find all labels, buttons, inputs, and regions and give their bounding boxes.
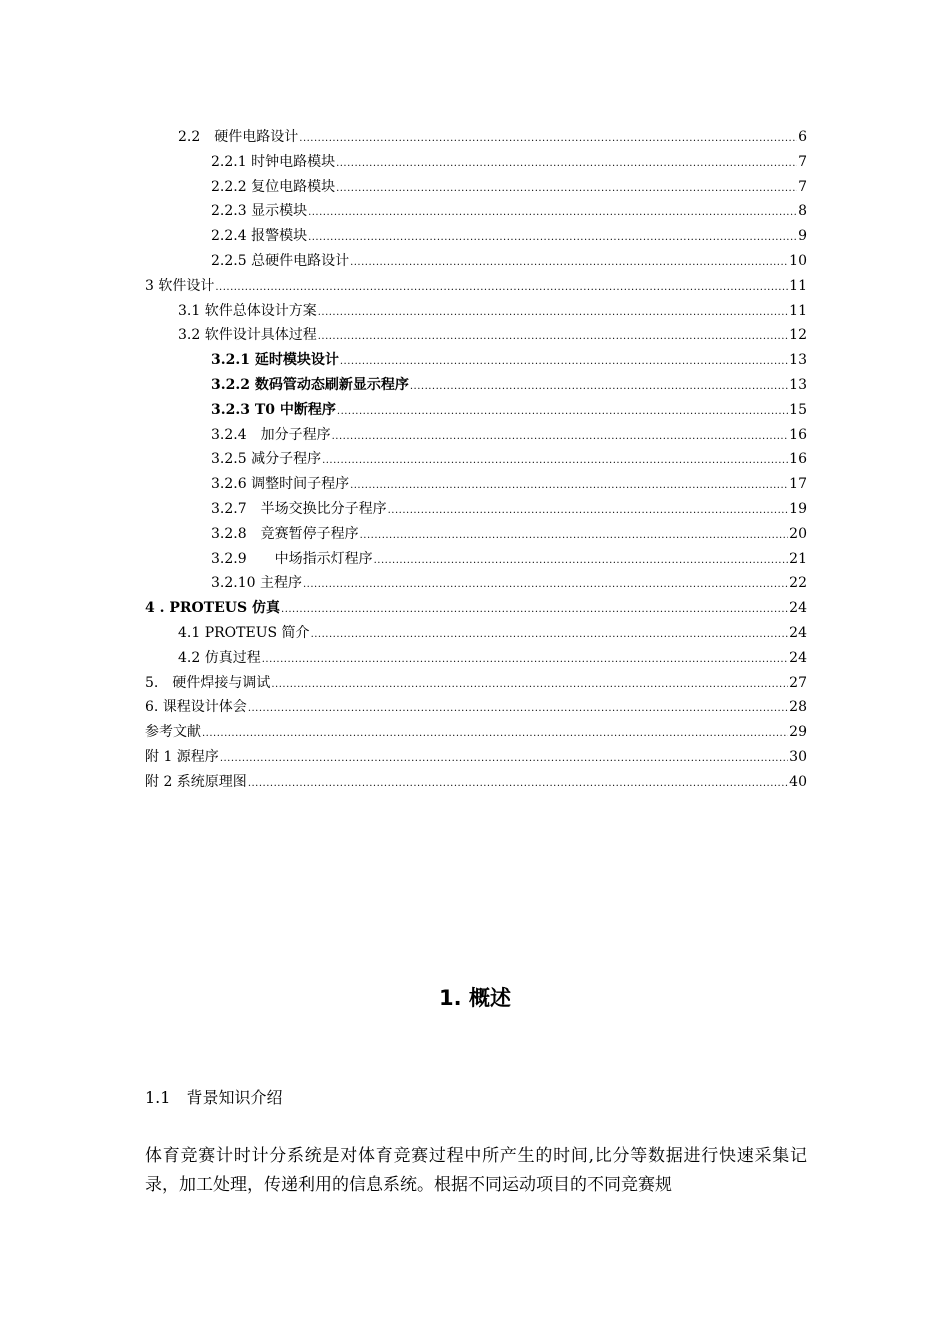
toc-entry[interactable]: [145, 398, 807, 423]
toc-entry-title: 2.2.5 总硬件电路设计: [211, 252, 350, 269]
toc-dot-leader: [262, 648, 788, 673]
toc-entry-page: 6: [798, 129, 807, 145]
toc-entry-title: 2.2.4 报警模块: [211, 228, 308, 245]
toc-entry-page: 19: [789, 500, 807, 517]
toc-dot-leader: [303, 573, 788, 598]
toc-entry-page: 12: [789, 327, 807, 344]
toc-entry-title: 3.1 软件总体设计方案: [178, 302, 317, 319]
toc-entry[interactable]: [145, 125, 807, 150]
toc-entry-title: 4.1 PROTEUS 简介: [178, 624, 310, 641]
toc-entry[interactable]: [145, 224, 807, 249]
toc-dot-leader: [388, 499, 789, 524]
toc-entry-title: 3.2.5 减分子程序: [211, 451, 322, 468]
toc-entry-page: 27: [789, 674, 807, 691]
toc-entry[interactable]: [145, 770, 807, 795]
toc-dot-leader: [410, 375, 788, 400]
toc-entry-title: 附 2 系统原理图: [145, 773, 247, 790]
toc-entry-title: 3.2.1 延时模块设计: [211, 352, 339, 369]
chapter-title: 1. 概述: [439, 986, 511, 1010]
toc-dot-leader: [215, 276, 788, 301]
toc-entry[interactable]: [145, 547, 807, 572]
toc-entry-page: 40: [789, 773, 807, 790]
toc-entry-title: 3 软件设计: [145, 277, 215, 294]
toc-entry-page: 7: [798, 178, 807, 195]
toc-dot-leader: [332, 425, 789, 450]
table-of-contents: [145, 125, 807, 795]
toc-entry-page: 13: [789, 376, 807, 393]
toc-entry[interactable]: [145, 621, 807, 646]
section-heading: 1.1 背景知识介绍: [145, 1088, 283, 1107]
toc-entry-page: 16: [789, 426, 807, 443]
toc-entry[interactable]: [145, 571, 807, 596]
toc-entry[interactable]: [145, 299, 807, 324]
toc-entry[interactable]: [145, 447, 807, 472]
toc-entry-page: 15: [789, 401, 807, 418]
toc-entry[interactable]: [145, 249, 807, 274]
toc-entry-title: 3.2.3 T0 中断程序: [211, 401, 336, 418]
toc-dot-leader: [337, 400, 788, 425]
toc-entry[interactable]: [145, 175, 807, 200]
toc-entry[interactable]: [145, 423, 807, 448]
toc-entry-page: 13: [789, 352, 807, 369]
toc-entry[interactable]: [145, 373, 807, 398]
toc-entry[interactable]: [145, 323, 807, 348]
toc-entry-title: 2.2.3 显示模块: [211, 203, 308, 220]
toc-entry-page: 11: [789, 302, 807, 319]
toc-entry-page: 21: [789, 550, 807, 567]
toc-entry-title: 附 1 源程序: [145, 748, 219, 765]
toc-entry-title: 3.2.6 调整时间子程序: [211, 476, 350, 493]
toc-dot-leader: [318, 325, 788, 350]
toc-entry-title: 6. 课程设计体会: [145, 699, 247, 716]
toc-entry-title: 2.2.2 复位电路模块: [211, 178, 336, 195]
toc-entry-title: 3.2.4 加分子程序: [211, 426, 331, 443]
toc-entry[interactable]: [145, 720, 807, 745]
toc-entry-page: 28: [789, 699, 807, 716]
toc-dot-leader: [360, 524, 789, 549]
toc-entry-page: 16: [789, 451, 807, 468]
toc-entry-page: 24: [789, 624, 807, 641]
toc-dot-leader: [336, 152, 797, 177]
toc-entry-page: 22: [789, 575, 807, 592]
toc-entry-page: 11: [789, 277, 807, 294]
toc-dot-leader: [336, 177, 797, 202]
toc-entry[interactable]: [145, 646, 807, 671]
toc-entry-page: 29: [789, 724, 807, 741]
toc-entry-title: 2.2 硬件电路设计: [178, 129, 299, 145]
toc-entry-page: 8: [798, 203, 807, 220]
toc-entry-title: 2.2.1 时钟电路模块: [211, 153, 336, 170]
toc-entry-title: 参考文献: [145, 724, 201, 741]
toc-dot-leader: [220, 747, 788, 772]
toc-entry-page: 24: [789, 649, 807, 666]
toc-entry-title: 4 . PROTEUS 仿真: [145, 600, 281, 617]
toc-entry-page: 7: [798, 153, 807, 170]
toc-entry-title: 3.2.9 中场指示灯程序: [211, 550, 373, 567]
toc-entry-title: 3.2.7 半场交换比分子程序: [211, 500, 387, 517]
toc-dot-leader: [299, 127, 797, 152]
toc-dot-leader: [202, 722, 788, 747]
toc-entry[interactable]: [145, 150, 807, 175]
toc-dot-leader: [311, 623, 789, 648]
toc-entry[interactable]: [145, 472, 807, 497]
toc-dot-leader: [248, 772, 788, 797]
toc-entry-title: 3.2.10 主程序: [211, 575, 302, 592]
toc-dot-leader: [350, 474, 788, 499]
toc-entry-title: 4.2 仿真过程: [178, 649, 261, 666]
toc-entry[interactable]: [145, 596, 807, 621]
body-paragraph: 体育竞赛计时计分系统是对体育竞赛过程中所产生的时间,比分等数据进行快速采集记录，加工处理，传递利用的信息系统。根据不同运动项目的不同竞赛规: [145, 1146, 807, 1195]
toc-dot-leader: [281, 598, 788, 623]
toc-entry[interactable]: [145, 695, 807, 720]
toc-entry-page: 10: [789, 252, 807, 269]
toc-dot-leader: [374, 549, 789, 574]
toc-entry[interactable]: [145, 199, 807, 224]
toc-dot-leader: [271, 673, 788, 698]
toc-dot-leader: [318, 301, 788, 326]
toc-dot-leader: [248, 697, 788, 722]
toc-entry-page: 24: [789, 600, 807, 617]
toc-dot-leader: [350, 251, 788, 276]
toc-entry-title: 5. 硬件焊接与调试: [145, 674, 271, 691]
toc-dot-leader: [308, 226, 797, 251]
toc-entry-page: 17: [789, 476, 807, 493]
toc-entry-title: 3.2.8 竞赛暂停子程序: [211, 525, 359, 542]
toc-dot-leader: [308, 201, 797, 226]
toc-entry[interactable]: [145, 497, 807, 522]
toc-entry[interactable]: [145, 522, 807, 547]
toc-entry-page: 30: [789, 748, 807, 765]
toc-entry[interactable]: [145, 274, 807, 299]
toc-entry[interactable]: [145, 671, 807, 696]
toc-dot-leader: [340, 350, 788, 375]
toc-entry-title: 3.2 软件设计具体过程: [178, 327, 317, 344]
toc-entry-title: 3.2.2 数码管动态刷新显示程序: [211, 376, 409, 393]
toc-entry-page: 20: [789, 525, 807, 542]
toc-entry[interactable]: [145, 745, 807, 770]
toc-dot-leader: [322, 449, 788, 474]
toc-entry[interactable]: [145, 348, 807, 373]
toc-entry-page: 9: [798, 228, 807, 245]
